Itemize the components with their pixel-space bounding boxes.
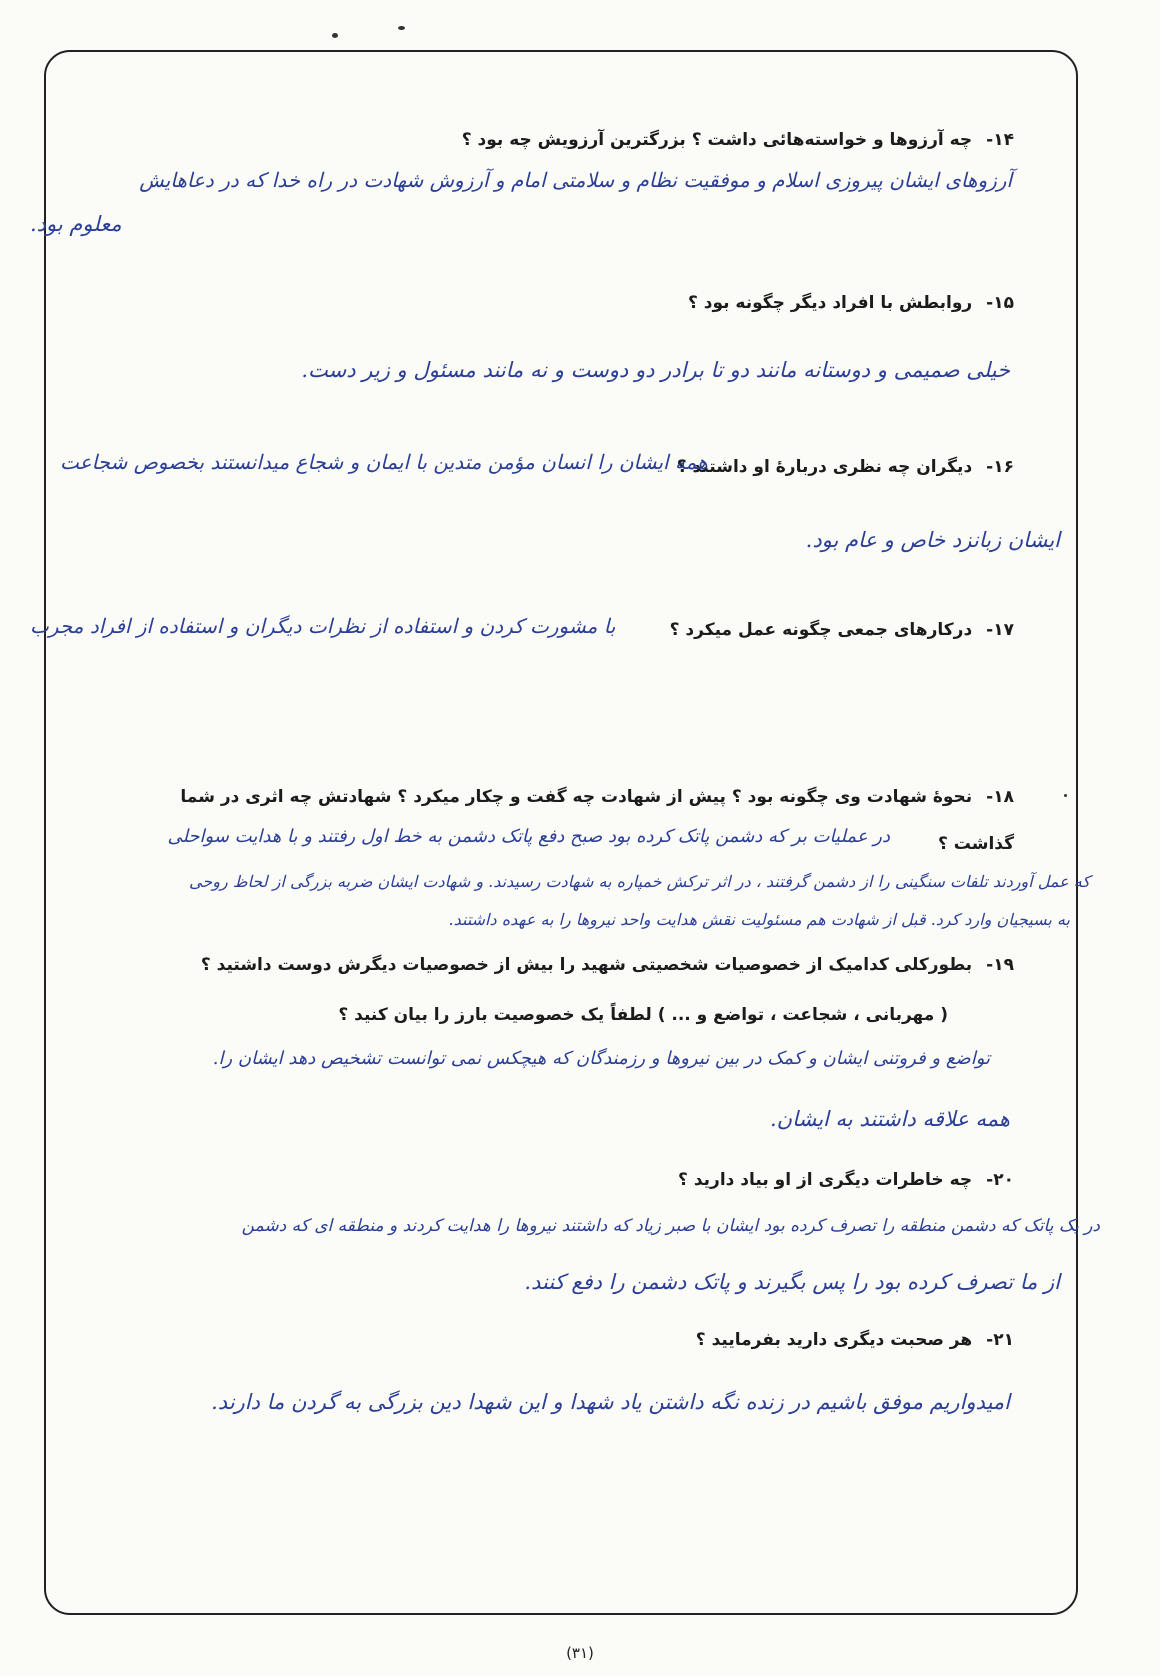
answer-16-line-2: ایشان زبانزد خاص و عام بود. (805, 528, 1060, 552)
answer-14-line-2: معلوم بود. (30, 212, 122, 236)
answer-17-line-1: با مشورت کردن و استفاده از نظرات دیگران و استفاده از افراد مجرب (30, 614, 616, 638)
answer-18-line-3: به بسیجیان وارد کرد. قبل از شهادت هم مسئولیت نقش هدایت واحد نیروها را به عهده داشتند. (448, 910, 1070, 929)
answer-14-line-1: آرزوهای ایشان پیروزی اسلام و موفقیت نظام و سلامتی امام و آرزوش شهادت در راه خدا که در دعاهایش (139, 168, 1012, 192)
answer-19-line-2: همه علاقه داشتند به ایشان. (769, 1107, 1010, 1131)
answer-18-line-1: در عملیات بر که دشمن پاتک کرده بود صبح دفع پاتک دشمن به خط اول رفتند و با هدایت سواحلی (167, 826, 890, 847)
answer-21-line-1: امیدواریم موفق باشیم در زنده نگه داشتن یاد شهدا و این شهدا دین بزرگی به گردن ما دارند. (211, 1390, 1010, 1414)
question-17: ۱۷-درکارهای جمعی چگونه عمل میکرد ؟ (669, 620, 1014, 640)
answer-18-line-2: که عمل آوردند تلفات سنگینی را از دشمن گرفتند ، در اثر ترکش خمپاره به شهادت رسیدند. و شهادت ایشان ضربه بزرگی از لحاظ روحی (188, 872, 1090, 891)
scan-speck (332, 33, 338, 38)
answer-16-line-1: همه ایشان را انسان مؤمن متدین با ایمان و شجاع میدانستند بخصوص شجاعت (60, 450, 708, 474)
answer-20-line-1: در یک پاتک که دشمن منطقه را تصرف کرده بود ایشان با صبر زیاد که داشتند نیروها را هدایت کردند و منطقه ای که دشمن (241, 1216, 1100, 1236)
page-number: (۳۱) (566, 1644, 594, 1662)
answer-20-line-2: از ما تصرف کرده بود را پس بگیرند و پاتک دشمن را دفع کنند. (524, 1270, 1060, 1294)
question-20: ۲۰-چه خاطرات دیگری از او بیاد دارید ؟ (678, 1170, 1014, 1190)
question-19: ۱۹-بطورکلی کدامیک از خصوصیات شخصیتی شهید را بیش از خصوصیات دیگرش دوست داشتید ؟ (200, 955, 1014, 975)
question-18: ۱۸-نحوهٔ شهادت وی چگونه بود ؟ پیش از شهادت چه گفت و چکار میکرد ؟ شهادتش چه اثری در شما (180, 787, 1014, 807)
question-21: ۲۱-هر صحبت دیگری دارید بفرمایید ؟ (695, 1330, 1014, 1350)
question-14: ۱۴-چه آرزوها و خواسته‌هائی داشت ؟ بزرگترین آرزویش چه بود ؟ (461, 130, 1014, 150)
question-15: ۱۵-روابطش با افراد دیگر چگونه بود ؟ (687, 293, 1014, 313)
question-19-continued: ( مهربانی ، شجاعت ، تواضع و ... ) لطفاً یک خصوصیت بارز را بیان کنید ؟ (338, 1005, 948, 1025)
question-16: ۱۶-دیگران چه نظری دربارهٔ او داشتند ؟ (676, 457, 1014, 477)
scan-speck (398, 26, 405, 30)
answer-15-line-1: خیلی صمیمی و دوستانه مانند دو تا برادر دو دوست و نه مانند مسئول و زیر دست. (301, 358, 1010, 382)
answer-19-line-1: تواضع و فروتنی ایشان و کمک در بین نیروها و رزمندگان که هیچکس نمی توانست تشخیص دهد ایشان را. (212, 1048, 990, 1069)
question-18-continued: گذاشت ؟ (937, 834, 1014, 854)
